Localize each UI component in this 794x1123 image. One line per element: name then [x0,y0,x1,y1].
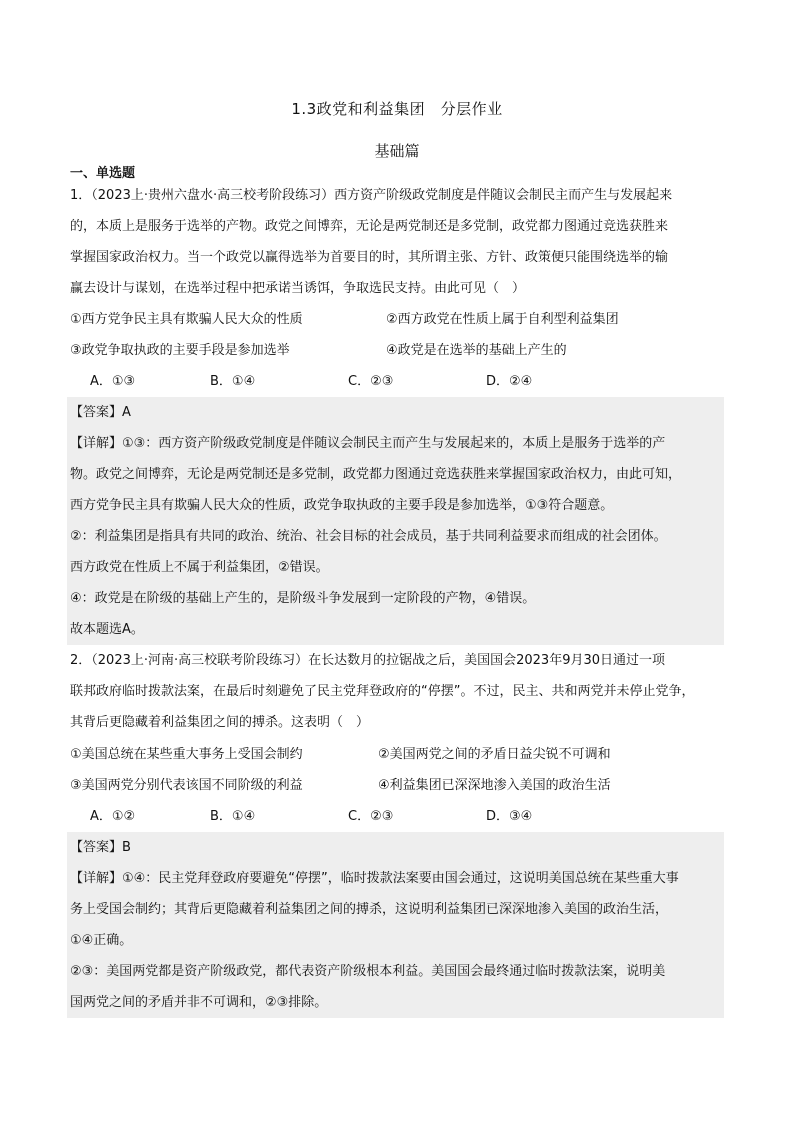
detail-line: ②：利益集团是指具有共同的政治、统治、社会目标的社会成员，基于共同利益要求而组成的社会团体。 [70,529,667,544]
stem-line: 联邦政府临时拨款法案，在最后时刻避免了民主党拜登政府的“停摆”。不过，民主、共和两党并未停止党争， [70,684,695,699]
detail-line: 国两党之间的矛盾并非不可调和，②③排除。 [70,995,328,1010]
answer-label: 【答案】B [70,840,131,855]
option-3: ③政党争取执政的主要手段是参加选举 [70,343,290,358]
option-row [70,304,726,335]
section-heading: 一、单选题 [70,166,136,181]
option-1: ①美国总统在某些重大事务上受国会制约 [70,747,303,762]
stem-line: 的，本质上是服务于选举的产物。政党之间博弈，无论是两党制还是多党制，政党都力图通过竞选获胜来 [70,219,669,234]
choice-row [70,801,726,832]
stem-line: 2．（2023上·河南·高三校联考阶段练习）在长达数月的拉锯战之后，美国国会2023年9月30日通过一项 [70,653,666,668]
choice-c: C．②③ [348,809,394,824]
question-1-options [70,304,726,397]
detail-line: ①④正确。 [70,933,133,948]
choice-b: B．①④ [210,374,256,389]
detail-line: 务上受国会制约；其背后更隐藏着利益集团之间的搏杀，这说明利益集团已深深地渗入美国的政治生活， [70,902,669,917]
option-row [70,770,726,801]
detail-line: 【详解】①④：民主党拜登政府要避免“停摆”，临时拨款法案要由国会通过，这说明美国总统在某些重大事 [70,871,679,886]
option-4: ④利益集团已深深地渗入美国的政治生活 [378,778,611,793]
level-heading: 基础篇 [374,142,420,160]
option-row [70,335,726,366]
option-row [70,739,726,770]
detail-line: 西方政党在性质上不属于利益集团，②错误。 [70,560,329,575]
stem-line: 1．（2023上·贵州六盘水·高三校考阶段练习）西方资产阶级政党制度是伴随议会制民主而产生与发展起来 [70,188,673,203]
stem-line: 掌握国家政治权力。当一个政党以赢得选举为首要目的时，其所谓主张、方针、政策便只能围绕选举的输 [70,250,669,265]
choice-a: A．①② [90,809,136,824]
option-2: ②西方政党在性质上属于自利型利益集团 [386,312,619,327]
choice-b: B．①④ [210,809,256,824]
choice-a: A．①③ [90,374,136,389]
option-4: ④政党是在选举的基础上产生的 [386,343,567,358]
page-title: 1.3政党和利益集团 分层作业 [291,100,503,118]
question-1-stem [70,180,726,304]
question-2-answer-box [67,832,724,1018]
stem-line: 赢去设计与谋划，在选举过程中把承诺当诱饵，争取选民支持。由此可见（ ） [70,281,526,296]
detail-line: ②③：美国两党都是资产阶级政党，都代表资产阶级根本利益。美国国会最终通过临时拨款法案，说明美 [70,964,666,979]
choice-d: D．②④ [486,374,533,389]
question-2-stem [70,645,726,738]
question-1-answer-box [67,397,724,645]
choice-c: C．②③ [348,374,394,389]
option-2: ②美国两党之间的矛盾日益尖锐不可调和 [378,747,611,762]
option-1: ①西方党争民主具有欺骗人民大众的性质 [70,312,303,327]
detail-line: 【详解】①③：西方资产阶级政党制度是伴随议会制民主而产生与发展起来的，本质上是服务于选举的产 [70,436,666,451]
detail-line: 故本题选A。 [70,622,144,637]
stem-line: 其背后更隐藏着利益集团之间的搏杀。这表明（ ） [70,715,370,730]
choice-d: D．③④ [486,809,533,824]
answer-label: 【答案】A [70,405,131,420]
detail-line: 物。政党之间博弈，无论是两党制还是多党制，政党都力图通过竞选获胜来掌握国家政治权力，由此可知， [70,467,682,482]
detail-line: 西方党争民主具有欺骗人民大众的性质，政党争取执政的主要手段是参加选举，①③符合题意。 [70,498,614,513]
option-3: ③美国两党分别代表该国不同阶级的利益 [70,778,303,793]
question-2-options [70,739,726,832]
choice-row [70,366,726,397]
detail-line: ④：政党是在阶级的基础上产生的，是阶级斗争发展到一定阶段的产物，④错误。 [70,591,536,606]
